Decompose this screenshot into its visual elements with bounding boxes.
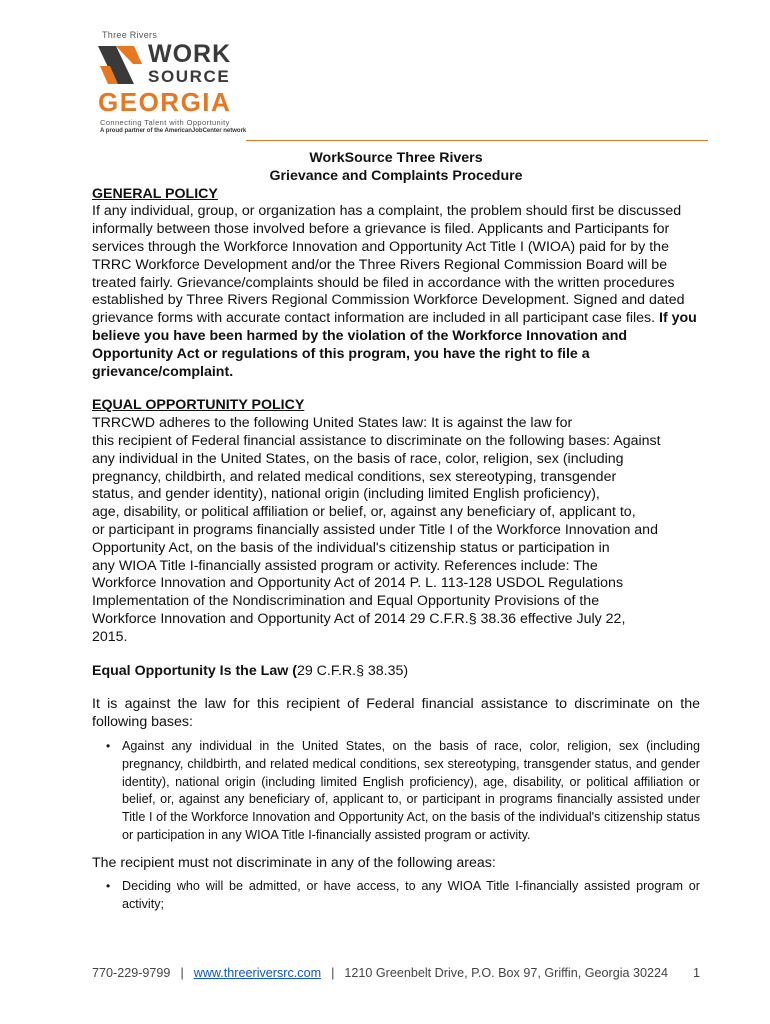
header-divider [246,140,708,141]
title-line-1: WorkSource Three Rivers [309,150,483,166]
page-number: 1 [692,966,700,980]
logo-tagline: Connecting Talent with Opportunity [100,118,230,127]
eo-law-heading [92,663,700,681]
bullet-icon: • [106,879,111,894]
eo-line: Opportunity Act, on the basis of the individual's citizenship status or participation in [92,539,610,556]
eo-line: this recipient of Federal financial assistance to discriminate on the following bases: Against [92,432,661,449]
eo-policy-paragraph [92,415,700,646]
eo-line: 2015. [92,628,128,645]
title-line-2: Grievance and Complaints Procedure [269,167,523,184]
list-item [92,738,700,845]
eo-line: pregnancy, childbirth, and related medical conditions, sex stereotyping, transgender [92,468,617,485]
footer-phone: 770-229-9799 [92,966,171,980]
footer-website-link[interactable]: www.threeriversrc.com [193,966,322,980]
general-policy-text: If any individual, group, or organization has a complaint, the problem should first be discussed informally between those involved before a grievance is filed. Applicants and Participants for services through the Workforce Innovation and Opportunity Act Title I (WIOA) paid for by the TRRC Workforce Development and/or the Three Rivers Regional Commission Board will be treated fairly. Grievance/complaints should be filed in accordance with the written procedures established by Three Rivers Regional Commission Workforce Development. Signed and dated grievance forms with accurate contact information are included in all participant case files. [92,203,685,327]
recipient-paragraph: The recipient must not discriminate in any of the following areas: [92,854,496,871]
eo-policy-heading: EQUAL OPPORTUNITY POLICY [92,397,305,414]
bullet-icon: • [106,738,111,753]
footer-separator: | [180,966,184,980]
eo-line: status, and gender identity), national origin (including limited English proficiency), [92,486,600,503]
eo-line: or participant in programs financially assisted under Title I of the Workforce Innovation and [92,521,658,538]
document-title [92,150,700,186]
general-policy-bold: If you believe you have been harmed by the violation of the Workforce Innovation and Opportunity Act or regulations of this program, you have the right to file a grievance/complaint. [92,310,697,380]
eo-line: Workforce Innovation and Opportunity Act of 2014 P. L. 113-128 USDOL Regulations [92,575,624,592]
logo-partner-text: A proud partner of the AmericanJobCenter network [100,128,247,134]
worksource-georgia-logo [96,30,246,136]
logo-work-text: WORK [148,40,232,68]
document-body [92,150,700,914]
list-item-text: Deciding who will be admitted, or have access, to any WIOA Title I-financially assisted program or activity; [122,879,700,912]
logo-source-text: SOURCE [148,67,231,86]
list-item [92,878,700,914]
footer-separator: | [331,966,335,980]
eo-line: Workforce Innovation and Opportunity Act of 2014 29 C.F.R.§ 38.36 effective July 22, [92,610,626,627]
logo-mark-icon [96,44,144,86]
eo-line: any WIOA Title I-financially assisted program or activity. References include: The [92,557,598,574]
eo-line: age, disability, or political affiliation or belief, or, against any beneficiary of, applicant to, [92,504,636,521]
logo-top-text: Three Rivers [102,30,158,40]
bases-list [92,738,700,845]
footer-address: 1210 Greenbelt Drive, P.O. Box 97, Griffin, Georgia 30224 [344,966,669,980]
areas-list [92,878,700,914]
eo-law-bold: Equal Opportunity Is the Law ( [92,662,297,679]
list-item-text: Against any individual in the United States, on the basis of race, color, religion, sex (including pregnancy, childbirth, and related medical conditions, sex stereotyping, transgender status, and gender identity), national origin (including limited English proficiency), age, disability, or political affiliation or belief, or, against any beneficiary of, applicant to, or participant in programs financially assisted under Title I of the Workforce Innovation and Opportunity Act, on the basis of the individual's citizenship status or participation in any WIOA Title I-financially assisted program or activity. [122,738,700,842]
page-footer [92,966,700,980]
logo-georgia-text: GEORGIA [98,87,232,117]
against-law-paragraph: It is against the law for this recipient of Federal financial assistance to discriminate on the following bases: [92,696,700,731]
eo-line: Implementation of the Nondiscrimination and Equal Opportunity Provisions of the [92,593,600,610]
eo-line: TRRCWD adheres to the following United States law: It is against the law for [92,415,573,432]
general-policy-paragraph [92,203,700,381]
eo-law-reference: 29 C.F.R.§ 38.35) [296,662,409,679]
general-policy-heading: GENERAL POLICY [92,185,218,202]
eo-line: any individual in the United States, on the basis of race, color, religion, sex (including [92,450,624,467]
